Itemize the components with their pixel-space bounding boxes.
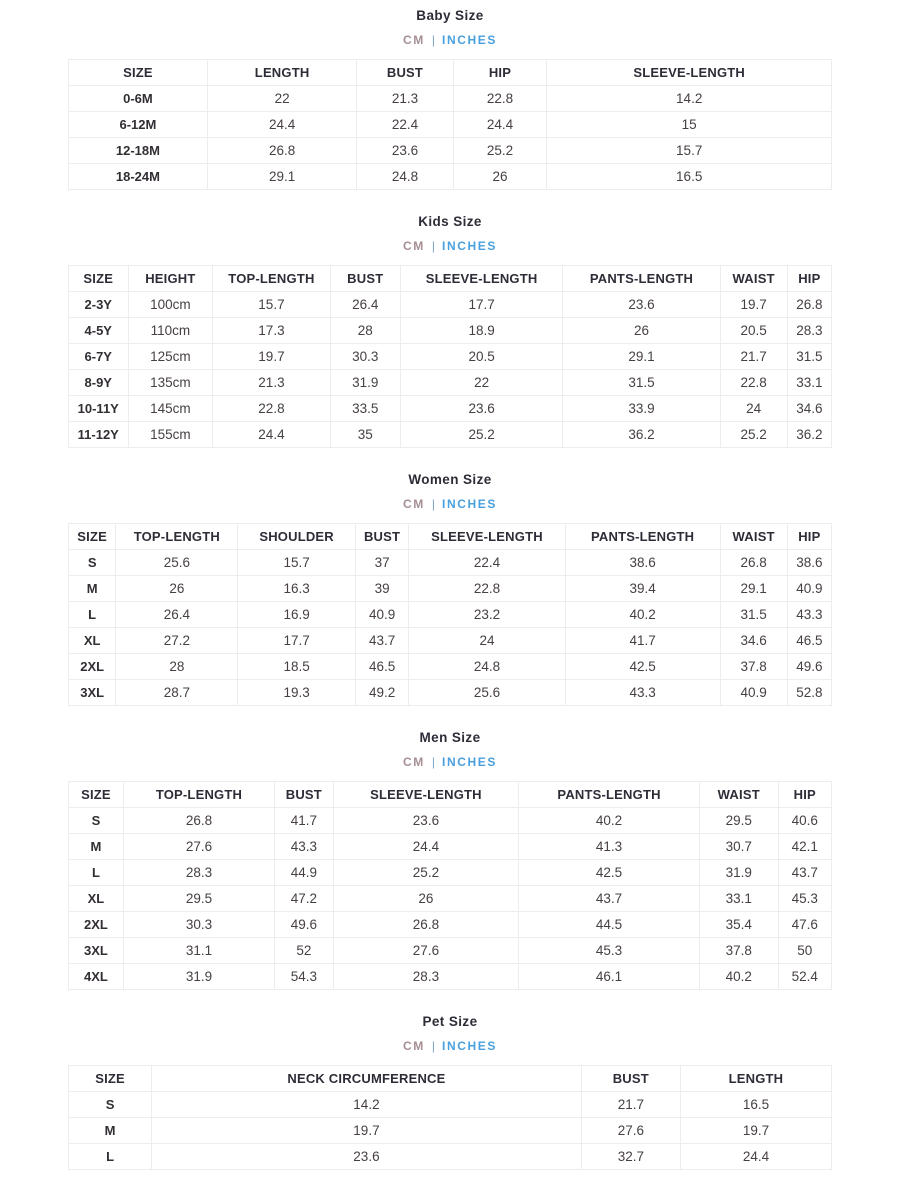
measurement-cell: 35 [330,422,400,448]
measurement-cell: 27.6 [123,834,274,860]
measurement-cell: 42.5 [519,860,700,886]
measurement-cell: 39 [355,576,408,602]
measurement-cell: 26.8 [333,912,518,938]
size-label-cell: S [69,1092,152,1118]
kids-size-table [68,265,832,448]
column-header: BUST [357,60,453,86]
measurement-cell: 27.6 [581,1118,680,1144]
measurement-cell: 43.3 [787,602,831,628]
column-header: SIZE [69,266,129,292]
women-size-table [68,523,832,706]
measurement-cell: 19.7 [680,1118,831,1144]
measurement-cell: 17.7 [400,292,563,318]
column-header: BUST [581,1066,680,1092]
measurement-cell: 34.6 [720,628,787,654]
measurement-cell: 20.5 [400,344,563,370]
column-header: TOP-LENGTH [123,782,274,808]
size-label-cell: 11-12Y [69,422,129,448]
measurement-cell: 23.2 [409,602,565,628]
table-row [69,808,832,834]
measurement-cell: 43.3 [274,834,333,860]
header-row [69,524,832,550]
measurement-cell: 135cm [128,370,213,396]
table-row [69,370,832,396]
section-title-men: Men Size [419,730,481,745]
unit-toggle-kids [0,239,900,254]
table-row [69,680,832,706]
measurement-cell: 44.5 [519,912,700,938]
measurement-cell: 40.6 [778,808,831,834]
measurement-cell: 31.1 [123,938,274,964]
column-header: LENGTH [207,60,357,86]
unit-separator: | [431,497,436,511]
measurement-cell: 15.7 [547,138,832,164]
measurement-cell: 23.6 [152,1144,582,1170]
column-header: PANTS-LENGTH [565,524,720,550]
column-header: WAIST [720,524,787,550]
size-label-cell: 3XL [69,680,116,706]
measurement-cell: 34.6 [787,396,831,422]
measurement-cell: 26 [116,576,238,602]
measurement-cell: 26 [453,164,547,190]
measurement-cell: 26.4 [116,602,238,628]
measurement-cell: 33.5 [330,396,400,422]
measurement-cell: 32.7 [581,1144,680,1170]
section-title-women: Women Size [408,472,492,487]
measurement-cell: 110cm [128,318,213,344]
measurement-cell: 15 [547,112,832,138]
column-header: SLEEVE-LENGTH [547,60,832,86]
size-label-cell: 12-18M [69,138,208,164]
measurement-cell: 27.6 [333,938,518,964]
measurement-cell: 21.3 [213,370,331,396]
measurement-cell: 16.5 [547,164,832,190]
measurement-cell: 33.1 [699,886,778,912]
unit-cm-button[interactable]: CM [403,239,425,253]
table-row [69,550,832,576]
size-label-cell: 2-3Y [69,292,129,318]
measurement-cell: 155cm [128,422,213,448]
measurement-cell: 41.7 [274,808,333,834]
measurement-cell: 35.4 [699,912,778,938]
unit-toggle-men [0,755,900,770]
measurement-cell: 16.9 [238,602,356,628]
unit-cm-button[interactable]: CM [403,497,425,511]
table-row [69,628,832,654]
measurement-cell: 25.6 [116,550,238,576]
table-row [69,938,832,964]
column-header: BUST [330,266,400,292]
measurement-cell: 19.7 [213,344,331,370]
size-label-cell: 6-12M [69,112,208,138]
table-row [69,886,832,912]
column-header: SIZE [69,782,124,808]
measurement-cell: 43.3 [565,680,720,706]
column-header: SIZE [69,524,116,550]
measurement-cell: 22.8 [409,576,565,602]
measurement-cell: 29.5 [699,808,778,834]
measurement-cell: 26 [563,318,720,344]
measurement-cell: 16.5 [680,1092,831,1118]
measurement-cell: 14.2 [547,86,832,112]
measurement-cell: 22 [400,370,563,396]
table-row [69,396,832,422]
table-row [69,422,832,448]
measurement-cell: 38.6 [787,550,831,576]
section-title-baby: Baby Size [416,8,484,23]
measurement-cell: 29.1 [720,576,787,602]
measurement-cell: 46.5 [355,654,408,680]
measurement-cell: 25.2 [400,422,563,448]
unit-cm-button[interactable]: CM [403,1039,425,1053]
column-header: WAIST [720,266,787,292]
column-header: BUST [274,782,333,808]
column-header: SIZE [69,60,208,86]
measurement-cell: 52.8 [787,680,831,706]
measurement-cell: 38.6 [565,550,720,576]
size-label-cell: 0-6M [69,86,208,112]
measurement-cell: 22.8 [213,396,331,422]
section-baby-size [0,8,900,190]
measurement-cell: 145cm [128,396,213,422]
measurement-cell: 40.9 [355,602,408,628]
measurement-cell: 43.7 [778,860,831,886]
measurement-cell: 22.8 [720,370,787,396]
unit-inches-button[interactable]: INCHES [442,239,497,253]
measurement-cell: 24 [720,396,787,422]
column-header: BUST [355,524,408,550]
measurement-cell: 31.5 [563,370,720,396]
unit-cm-button[interactable]: CM [403,33,425,47]
size-label-cell: L [69,602,116,628]
size-label-cell: 4-5Y [69,318,129,344]
column-header: SLEEVE-LENGTH [400,266,563,292]
measurement-cell: 40.2 [565,602,720,628]
measurement-cell: 25.2 [333,860,518,886]
measurement-cell: 41.3 [519,834,700,860]
measurement-cell: 29.1 [563,344,720,370]
size-label-cell: L [69,860,124,886]
measurement-cell: 40.9 [787,576,831,602]
table-row [69,602,832,628]
measurement-cell: 100cm [128,292,213,318]
unit-toggle-women [0,497,900,512]
measurement-cell: 17.7 [238,628,356,654]
header-row [69,266,832,292]
measurement-cell: 21.7 [720,344,787,370]
header-row [69,782,832,808]
measurement-cell: 28.3 [333,964,518,990]
section-pet-size [0,1014,900,1170]
size-label-cell: 18-24M [69,164,208,190]
measurement-cell: 25.2 [453,138,547,164]
measurement-cell: 49.6 [787,654,831,680]
measurement-cell: 24.4 [680,1144,831,1170]
measurement-cell: 28.3 [123,860,274,886]
measurement-cell: 43.7 [519,886,700,912]
column-header: TOP-LENGTH [116,524,238,550]
measurement-cell: 28 [330,318,400,344]
size-label-cell: 2XL [69,654,116,680]
measurement-cell: 31.5 [720,602,787,628]
column-header: WAIST [699,782,778,808]
measurement-cell: 29.5 [123,886,274,912]
column-header: TOP-LENGTH [213,266,331,292]
measurement-cell: 23.6 [400,396,563,422]
unit-separator: | [431,755,436,769]
header-row [69,60,832,86]
table-row [69,318,832,344]
unit-inches-button[interactable]: INCHES [442,497,497,511]
column-header: SLEEVE-LENGTH [409,524,565,550]
measurement-cell: 46.5 [787,628,831,654]
pet-size-table [68,1065,832,1170]
measurement-cell: 31.9 [330,370,400,396]
unit-inches-button[interactable]: INCHES [442,755,497,769]
measurement-cell: 47.2 [274,886,333,912]
table-row [69,344,832,370]
measurement-cell: 22.8 [453,86,547,112]
column-header: NECK CIRCUMFERENCE [152,1066,582,1092]
column-header: LENGTH [680,1066,831,1092]
measurement-cell: 47.6 [778,912,831,938]
measurement-cell: 30.3 [330,344,400,370]
column-header: HIP [453,60,547,86]
measurement-cell: 15.7 [213,292,331,318]
measurement-cell: 31.5 [787,344,831,370]
size-label-cell: S [69,550,116,576]
measurement-cell: 24.4 [333,834,518,860]
size-label-cell: XL [69,886,124,912]
measurement-cell: 26 [333,886,518,912]
unit-toggle-pet [0,1039,900,1054]
size-label-cell: 3XL [69,938,124,964]
table-row [69,1092,832,1118]
size-label-cell: M [69,576,116,602]
table-row [69,1118,832,1144]
table-row [69,834,832,860]
unit-toggle-baby [0,33,900,48]
measurement-cell: 28.7 [116,680,238,706]
size-label-cell: 4XL [69,964,124,990]
section-men-size [0,730,900,990]
measurement-cell: 54.3 [274,964,333,990]
table-row [69,912,832,938]
measurement-cell: 23.6 [333,808,518,834]
measurement-cell: 29.1 [207,164,357,190]
measurement-cell: 125cm [128,344,213,370]
size-label-cell: 2XL [69,912,124,938]
measurement-cell: 16.3 [238,576,356,602]
measurement-cell: 37.8 [699,938,778,964]
measurement-cell: 40.2 [699,964,778,990]
section-title-pet: Pet Size [422,1014,478,1029]
measurement-cell: 22.4 [409,550,565,576]
measurement-cell: 44.9 [274,860,333,886]
measurement-cell: 40.9 [720,680,787,706]
measurement-cell: 28 [116,654,238,680]
measurement-cell: 42.5 [565,654,720,680]
measurement-cell: 28.3 [787,318,831,344]
measurement-cell: 42.1 [778,834,831,860]
measurement-cell: 19.3 [238,680,356,706]
measurement-cell: 49.6 [274,912,333,938]
column-header: HIP [787,524,831,550]
unit-cm-button[interactable]: CM [403,755,425,769]
measurement-cell: 49.2 [355,680,408,706]
measurement-cell: 46.1 [519,964,700,990]
size-label-cell: 8-9Y [69,370,129,396]
measurement-cell: 40.2 [519,808,700,834]
measurement-cell: 24.4 [213,422,331,448]
measurement-cell: 21.7 [581,1092,680,1118]
measurement-cell: 19.7 [720,292,787,318]
measurement-cell: 52.4 [778,964,831,990]
measurement-cell: 33.1 [787,370,831,396]
measurement-cell: 36.2 [563,422,720,448]
column-header: HEIGHT [128,266,213,292]
table-row [69,292,832,318]
measurement-cell: 31.9 [699,860,778,886]
baby-size-table [68,59,832,190]
measurement-cell: 26.8 [207,138,357,164]
column-header: PANTS-LENGTH [563,266,720,292]
measurement-cell: 20.5 [720,318,787,344]
column-header: HIP [787,266,831,292]
measurement-cell: 22 [207,86,357,112]
measurement-cell: 22.4 [357,112,453,138]
size-label-cell: M [69,1118,152,1144]
section-women-size [0,472,900,706]
section-title-kids: Kids Size [418,214,482,229]
measurement-cell: 15.7 [238,550,356,576]
measurement-cell: 26.8 [787,292,831,318]
table-row [69,1144,832,1170]
measurement-cell: 24.8 [357,164,453,190]
unit-separator: | [431,239,436,253]
size-label-cell: S [69,808,124,834]
unit-inches-button[interactable]: INCHES [442,33,497,47]
measurement-cell: 30.3 [123,912,274,938]
column-header: SLEEVE-LENGTH [333,782,518,808]
header-row [69,1066,832,1092]
section-kids-size [0,214,900,448]
unit-inches-button[interactable]: INCHES [442,1039,497,1053]
table-row [69,138,832,164]
measurement-cell: 33.9 [563,396,720,422]
measurement-cell: 26.8 [720,550,787,576]
measurement-cell: 45.3 [519,938,700,964]
column-header: PANTS-LENGTH [519,782,700,808]
table-row [69,654,832,680]
measurement-cell: 37 [355,550,408,576]
measurement-cell: 24.4 [453,112,547,138]
table-row [69,860,832,886]
measurement-cell: 21.3 [357,86,453,112]
size-label-cell: L [69,1144,152,1170]
measurement-cell: 26.4 [330,292,400,318]
measurement-cell: 52 [274,938,333,964]
column-header: SIZE [69,1066,152,1092]
measurement-cell: 45.3 [778,886,831,912]
measurement-cell: 39.4 [565,576,720,602]
measurement-cell: 24 [409,628,565,654]
table-row [69,576,832,602]
measurement-cell: 24.8 [409,654,565,680]
column-header: SHOULDER [238,524,356,550]
size-label-cell: 6-7Y [69,344,129,370]
measurement-cell: 17.3 [213,318,331,344]
measurement-cell: 37.8 [720,654,787,680]
measurement-cell: 18.9 [400,318,563,344]
table-row [69,164,832,190]
measurement-cell: 36.2 [787,422,831,448]
size-label-cell: M [69,834,124,860]
measurement-cell: 31.9 [123,964,274,990]
table-row [69,964,832,990]
men-size-table [68,781,832,990]
unit-separator: | [431,33,436,47]
measurement-cell: 30.7 [699,834,778,860]
measurement-cell: 24.4 [207,112,357,138]
unit-separator: | [431,1039,436,1053]
table-row [69,112,832,138]
column-header: HIP [778,782,831,808]
measurement-cell: 27.2 [116,628,238,654]
measurement-cell: 23.6 [563,292,720,318]
measurement-cell: 43.7 [355,628,408,654]
size-label-cell: 10-11Y [69,396,129,422]
measurement-cell: 41.7 [565,628,720,654]
size-label-cell: XL [69,628,116,654]
measurement-cell: 18.5 [238,654,356,680]
table-row [69,86,832,112]
measurement-cell: 25.2 [720,422,787,448]
measurement-cell: 23.6 [357,138,453,164]
measurement-cell: 19.7 [152,1118,582,1144]
measurement-cell: 14.2 [152,1092,582,1118]
measurement-cell: 26.8 [123,808,274,834]
measurement-cell: 50 [778,938,831,964]
measurement-cell: 25.6 [409,680,565,706]
